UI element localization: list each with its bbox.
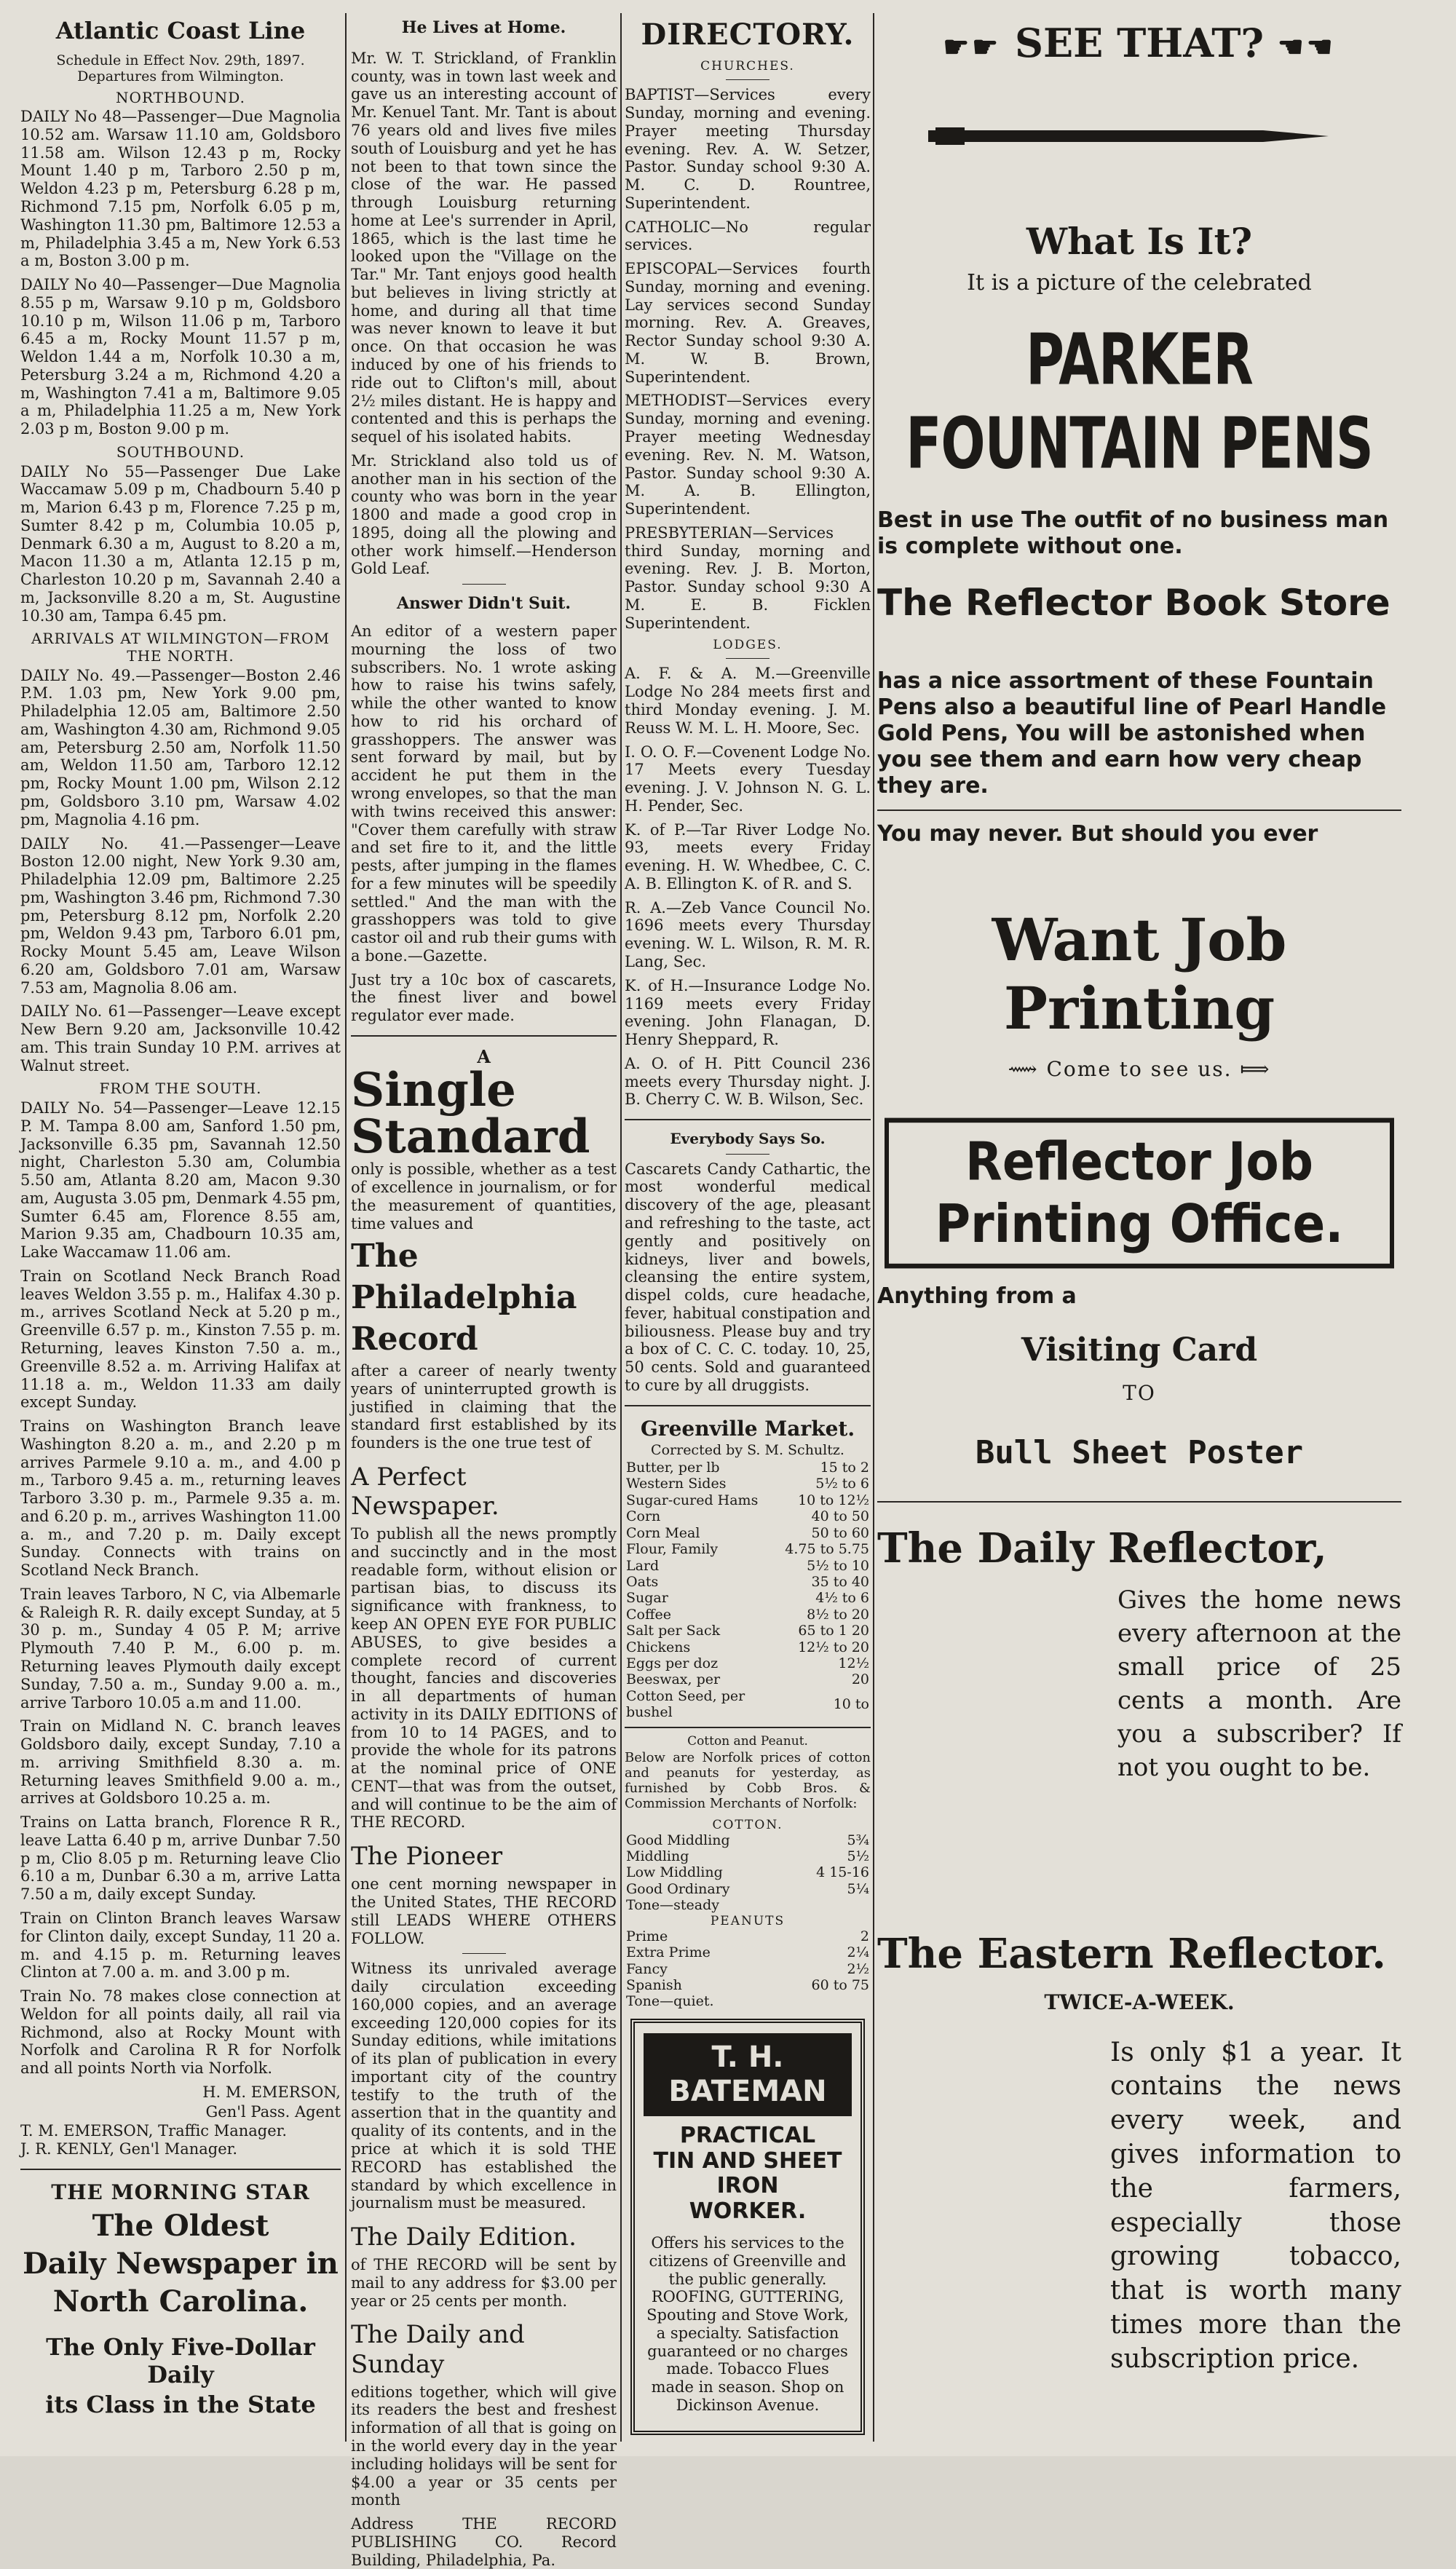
table-row — [625, 1897, 871, 1913]
anything-from-text: Anything from a — [877, 1283, 1077, 1310]
schedule-paragraph: Trains on Latta branch, Florence R R., leave Latta 6.40 p m, arrive Dunbar 7.50 p m, Clio 8.05 p m. Returning leave Clio 6.10 a m, Dunbar 6.30 a m, arrive Latta 7.50 a m, daily except Sunday. — [20, 1813, 341, 1904]
article-paragraph: Just try a 10c box of cascarets, the finest liver and bowel regulator ever made. — [351, 970, 617, 1025]
schedule-paragraph: DAILY No 55—Passenger Due Lake Waccamaw 5.09 p m, Chadbourn 5.40 p m, Marion 6.43 p m, Florence 7.25 p m, Sumter 8.42 p m, Columbia 10.05 p, Denmark 6.30 a m, August to 8.20 a m, Macon 11.30 a m, Atlanta 12.15 p m, Charleston 10.20 p m, Savannah 2.40 a m, Jacksonville 8.20 a m, St. Augustine 10.30 am, Tampa 6.45 pm. — [20, 462, 341, 625]
item-name: Middling — [626, 1848, 689, 1865]
come-see-us: ⟿ Come to see us. ⟾ — [1008, 1057, 1271, 1082]
item-name: Tone—quiet. — [626, 1993, 714, 2010]
item-name: Chickens — [626, 1639, 691, 1655]
article-heading: Answer Didn't Suit. — [396, 594, 571, 614]
record-daily-sunday: The Daily and Sunday — [351, 2320, 525, 2379]
item-name: Sugar — [626, 1590, 668, 1607]
record-address: Address THE RECORD PUBLISHING CO. Record Building, Philadelphia, Pa. — [351, 2515, 617, 2569]
what-is-it-heading: What Is It? — [1026, 219, 1253, 263]
church-entry: CATHOLIC—No regular services. — [625, 218, 871, 254]
column-railroad-schedule — [20, 13, 341, 2442]
record-a: A — [477, 1045, 491, 1067]
church-entry: METHODIST—Services every Sunday, morning and evening. Prayer meeting Wednesday evening. Rev. N. M. Watson, Pastor. Sunday school 9:30 A. M. A. B. Ellington, Superintendent. — [625, 392, 871, 518]
item-price: 2 — [860, 1928, 869, 1944]
item-price: 15 to 2 — [820, 1460, 869, 1476]
schedule-note: Schedule in Effect Nov. 29th, 1897. Departures from Wilmington. — [56, 52, 305, 85]
column-rule — [345, 13, 347, 2442]
church-entry: EPISCOPAL—Services fourth Sunday, morning and evening. Lay services second Sunday morning. Rev. A. Greaves, Rector Sunday school 9:30 A. M. W. B. Brown, Superintendent. — [625, 260, 871, 386]
item-name: Flour, Family — [626, 1541, 719, 1558]
record-paragraph: after a career of nearly twenty years of uninterrupted growth is justified in claiming that the standard first established by its founders is the one true test of — [351, 1362, 617, 1452]
cascarets-ad: Cascarets Candy Cathartic, the most wonderful medical discovery of the age, pleasant and refreshing to the taste, act gently and positively on kidneys, liver and bowels, cleansing the entire system, dispel colds, cure headache, fever, habitual constipation and biliousness. Please buy and try a box of C. C. C. today. 10, 25, 50 cents. Sold and guaranteed to cure by all druggists. — [625, 1160, 871, 1394]
item-price: 4½ to 6 — [815, 1590, 869, 1607]
bateman-line: PRACTICAL — [679, 2123, 816, 2149]
table-row — [625, 1832, 871, 1848]
table-row — [625, 1944, 871, 1960]
lodge-entry: K. of H.—Insurance Lodge No. 1169 meets every Friday evening. John Flanagan, D. Henry Sheppard, R. — [625, 976, 871, 1049]
section-divider — [20, 2169, 341, 2170]
article-paragraph: Mr. W. T. Strickland, of Franklin county, was in town last week and gave us an interesting account of Mr. Kenuel Tant. Mr. Tant is about 76 years old and lives five miles south of Louisburg and yet he has not been to that town since the close of the war. He passed through Louisburg returning home at Lee's surrender in April, 1865, which is the last time he looked upon the "Village on the Tar." Mr. Tant enjoys good health but believes in living strictly at home, and during all that time was never known to leave it but once. On that occasion he was induced by one of his friends to ride out to Clifton's mill, about 2½ miles distant. He is happy and contented and this is perhaps the sequel of his isolated habits. — [351, 49, 617, 446]
book-store-text: has a nice assortment of these Fountain Pens also a beautiful line of Pearl Handle Gold Pens, You will be astonished when you see them and earn how very cheap they are. — [877, 668, 1387, 799]
cotton-label: COTTON. — [712, 1817, 783, 1832]
cotton-title: Cotton and Peanut. — [687, 1733, 808, 1749]
lodges-label: LODGES. — [713, 638, 783, 653]
table-row — [625, 1525, 871, 1541]
churches-label: CHURCHES. — [700, 59, 795, 74]
record-paragraph: of THE RECORD will be sent by mail to any address for $3.00 per year or 25 cents per month. — [351, 2256, 617, 2310]
item-name: Tone—steady — [626, 1897, 719, 1914]
item-price: 10 to 12½ — [798, 1492, 869, 1508]
item-price: 12½ to 20 — [798, 1639, 869, 1655]
schedule-paragraph: DAILY No 48—Passenger—Due Magnolia 10.52 am. Warsaw 11.10 am, Goldsboro 11.58 am. Wilson 12.43 p m, Rocky Mount 1.40 p m, Tarboro 2.50 p m, Weldon 4.23 p m, Petersburg 6.28 p m, Richmond 7.15 pm, Norfolk 6.05 p m, Washington 11.30 pm, Baltimore 12.53 a m, Philadelphia 3.45 a m, New York 6.53 a m, Boston 3.00 p m. — [20, 108, 341, 270]
column-articles — [351, 13, 617, 2569]
everybody-heading: Everybody Says So. — [670, 1130, 826, 1148]
item-name: Corn — [626, 1508, 661, 1525]
item-name: Prime — [626, 1928, 668, 1944]
item-name: Oats — [626, 1573, 659, 1590]
bateman-ad — [630, 2019, 865, 2435]
item-name: Salt per Sack — [626, 1623, 721, 1639]
flourish-icon: ⟾ — [1232, 1057, 1271, 1082]
item-price: 40 to 50 — [811, 1508, 869, 1525]
table-row — [625, 1864, 871, 1880]
record-paragraph: editions together, which will give its readers the best and freshest information of all that is going on in the world every day in the year including holidays will be sent for $4.00 a year or 35 cents per month — [351, 2383, 617, 2509]
peanuts-label: PEANUTS — [710, 1913, 786, 1928]
record-paragraph: To publish all the news promptly and succinctly and in the most readable form, without elision or partisan bias, to discuss its significance with frankness, to keep AN OPEN EYE FOR PUBLIC ABUSES, to give besides a complete record of current thought, fancies and discoveries in all departments of human activity in its DAILY EDITIONS of from 10 to 14 PAGES, and to provide the whole for its patrons at the nominal price of ONE CENT—that was from the outset, and will continue to be the aim of THE RECORD. — [351, 1525, 617, 1832]
schedule-paragraph: Train on Clinton Branch leaves Warsaw for Clinton daily, except Sunday, 11 20 a. m. and 4.15 p. m. Returning leaves Clinton at 7.00 a. m. and 3.00 p m. — [20, 1909, 341, 1982]
morning-star-line: North Carolina. — [52, 2284, 309, 2319]
hand-pointer-icon: ☚☚ — [1277, 30, 1336, 64]
lodge-entry: A. O. of H. Pitt Council 236 meets every Thursday night. J. B. Cherry C. W. B. Wilson, Sec. — [625, 1054, 871, 1109]
market-corrected: Corrected by S. M. Schultz. — [651, 1441, 844, 1458]
schedule-paragraph: Train on Midland N. C. branch leaves Goldsboro daily, except Sunday, 7.10 a m. arriving Smithfield 8.30 a. m. Returning leaves Smithfield 9.00 a. m., arrives at Goldsboro 10.25 a. m. — [20, 1717, 341, 1808]
signature: T. M. EMERSON, Traffic Manager. — [20, 2122, 288, 2140]
morning-star-title: THE MORNING STAR — [51, 2180, 310, 2204]
section-divider — [351, 1035, 617, 1037]
column-advertisements — [877, 13, 1401, 2442]
table-row — [625, 1848, 871, 1864]
signature: H. M. EMERSON, — [202, 2083, 341, 2101]
item-price: 20 — [851, 1671, 869, 1688]
fountain-pen-image — [877, 74, 1401, 198]
bateman-name: T. H. BATEMAN — [644, 2033, 852, 2116]
daily-reflector-text: Gives the home news every afternoon at the small price of 25 cents a month. Are you a subscriber? If not you ought to be. — [1117, 1586, 1401, 1782]
table-row — [625, 1977, 871, 1993]
item-price: 2¼ — [847, 1944, 869, 1961]
item-price: 10 to — [833, 1695, 869, 1712]
southbound-heading: SOUTHBOUND. — [116, 443, 245, 461]
table-row — [625, 1639, 871, 1655]
record-perfect-newspaper: A Perfect Newspaper. — [351, 1462, 499, 1521]
morning-star-line: The Only Five-Dollar Daily — [46, 2332, 315, 2388]
item-price: 5¾ — [847, 1832, 869, 1848]
table-row — [625, 1492, 871, 1508]
table-row — [625, 1688, 871, 1721]
table-row — [625, 1574, 871, 1590]
item-price: 5¼ — [847, 1880, 869, 1897]
reflector-office-box: Reflector Job Printing Office. — [885, 1118, 1394, 1269]
lodge-entry: R. A.—Zeb Vance Council No. 1696 meets every Thursday evening. W. L. Wilson, R. M. R. Lang, Sec. — [625, 898, 871, 970]
item-name: Low Middling — [626, 1864, 723, 1881]
eastern-reflector-text: Is only $1 a year. It contains the news every week, and gives information to the farmers, especially those growing tobacco, that is worth many times more than the subscription price. — [1110, 2037, 1401, 2374]
article-heading: He Lives at Home. — [401, 18, 566, 37]
schedule-paragraph: DAILY No. 54—Passenger—Leave 12.15 P. M. Tampa 8.00 am, Sanford 1.50 pm, Jacksonville 6.35 pm, Savannah 12.50 night, Charleston 5.30 am, Columbia 5.50 am, Atlanta 8.20 am, Macon 9.30 am, Augusta 3.05 pm, Denmark 4.55 pm, Sumter 6.45 am, Florence 8.55 am, Marion 9.35 am, Chadbourn 10.35 am, Lake Waccamaw 11.06 am. — [20, 1099, 341, 1262]
visiting-card-text: Visiting Card — [1021, 1331, 1258, 1369]
record-intro: only is possible, whether as a test of excellence in journalism, or for the measurement of quantities, time values and — [351, 1160, 617, 1232]
table-row — [625, 1655, 871, 1671]
fountain-pen-icon — [921, 114, 1358, 158]
eastern-reflector-title: The Eastern Reflector. — [877, 1930, 1386, 1979]
record-pioneer: The Pioneer — [351, 1842, 503, 1872]
bull-sheet-text: Bull Sheet Poster — [975, 1434, 1304, 1472]
bateman-line: TIN AND SHEET IRON — [653, 2148, 842, 2199]
table-row — [625, 1607, 871, 1623]
table-row — [625, 1928, 871, 1944]
signature: Gen'l Pass. Agent — [205, 2102, 341, 2121]
record-standard: Standard — [351, 1109, 590, 1165]
item-name: Extra Prime — [626, 1944, 711, 1961]
schedule-paragraph: DAILY No 40—Passenger—Due Magnolia 8.55 p m, Warsaw 9.10 p m, Goldsboro 10.10 p m, Wilson 11.06 p m, Tarboro 6.45 a m, Rocky Mount 11.57 p m, Weldon 1.44 a m, Norfolk 10.30 a m, Petersburg 3.24 a m, Richmond 4.20 a m, Washington 7.41 a m, Baltimore 9.05 a m, Philadelphia 11.25 a m, New York 2.03 p m, Boston 9.00 p m. — [20, 276, 341, 438]
signature: J. R. KENLY, Gen'l Manager. — [20, 2140, 238, 2158]
item-name: Good Middling — [626, 1832, 730, 1848]
item-name: Fancy — [626, 1960, 668, 1977]
item-name: Cotton Seed, per bushel — [626, 1687, 745, 1721]
item-price: 60 to 75 — [811, 1976, 869, 1993]
record-the: The — [351, 1238, 419, 1275]
item-name: Corn Meal — [626, 1524, 700, 1541]
lodge-entry: I. O. O. F.—Covenent Lodge No. 17 Meets every Tuesday evening. J. V. Johnson N. G. L. H. Pender, Sec. — [625, 743, 871, 815]
book-store-heading: The Reflector Book Store — [877, 581, 1390, 624]
peanuts-table — [625, 1928, 871, 2010]
you-may-never-text: You may never. But should you ever — [877, 820, 1318, 847]
table-row — [625, 1961, 871, 1977]
from-south-heading: FROM THE SOUTH. — [99, 1080, 262, 1098]
article-paragraph: An editor of a western paper mourning the loss of two subscribers. No. 1 wrote asking how to raise his twins safely, while the other wanted to know how to rid his orchard of grasshoppers. The answer was sent forward by mail, but by accident he put them in the wrong envelopes, so that the man with twins received this answer: "Cover them carefully with straw and set fire to it, and the little pests, after jumping in the flames for a few minutes will be speedily settled." And the man with the grasshoppers was told to give castor oil and rub their gums with a bone.—Gazette. — [351, 622, 617, 965]
item-price — [772, 1993, 871, 2009]
item-name: Good Ordinary — [626, 1880, 730, 1897]
item-price: 5½ to 6 — [815, 1476, 869, 1492]
table-row — [625, 1623, 871, 1639]
directory-heading: DIRECTORY. — [641, 17, 855, 52]
item-name: Western Sides — [626, 1476, 727, 1492]
schedule-paragraph: Train on Scotland Neck Branch Road leaves Weldon 3.55 p. m., Halifax 4.30 p. m., arrives Scotland Neck at 5.20 p m., Greenville 6.57 p. m., Kinston 7.55 p. m. Returning, leaves Kinston 7.50 a. m., Greenville 8.52 a. m. Arriving Halifax at 11.18 a. m., Weldon 11.33 am daily except Sunday. — [20, 1267, 341, 1412]
short-divider — [726, 1154, 769, 1155]
item-price: 5½ — [847, 1848, 869, 1865]
item-price — [786, 1897, 871, 1913]
lodge-entry: K. of P.—Tar River Lodge No. 93, meets every Friday evening. H. W. Whedbee, C. C. A. B. Ellington K. of R. and S. — [625, 820, 871, 892]
column-heading: Atlantic Coast Line — [55, 17, 306, 44]
twice-a-week-text: TWICE-A-WEEK. — [1044, 1990, 1235, 2014]
church-entry: PRESBYTERIAN—Services third Sunday, morning and evening. Rev. J. B. Morton, Pastor. Sunday school 9:30 A M. E. B. Ficklen Superintendent. — [625, 523, 871, 632]
bateman-text: Offers his services to the citizens of Greenville and the public generally. ROOFING, GUTTERING, Spouting and Stove Work, a specialty. Satisfaction guaranteed or no charges made. Tobacco Flues made in season. Shop on Dickinson Avenue. — [646, 2234, 849, 2414]
column-directory — [625, 13, 871, 2442]
schedule-paragraph: Train leaves Tarboro, N C, via Albemarle & Raleigh R. R. daily except Sunday, at 5 30 p. m., Sunday 4 05 P. M; arrive Plymouth 7.40 P. M., 6.00 p. m. Returning leaves Plymouth daily except Sunday, 7.50 a. m., Sunday 9.00 a. m., arrive Tarboro 10.05 a.m and 11.00. — [20, 1585, 341, 1711]
flourish-icon: ⟿ — [1008, 1057, 1047, 1082]
morning-star-line: Daily Newspaper in — [23, 2246, 339, 2281]
schedule-paragraph: DAILY No. 49.—Passenger—Boston 2.46 P.M. 1.03 pm, New York 9.00 pm, Philadelphia 12.05 am, Baltimore 2.50 am, Washington 4.30 am, Richmond 9.05 am, Petersburg 2.50 am, Norfolk 11.50 am, Weldon 11.50 am, Tarboro 12.12 pm, Rocky Mount 1.00 pm, Wilson 2.12 pm, Goldsboro 3.10 pm, Warsaw 4.02 pm, Magnolia 4.16 pm. — [20, 666, 341, 828]
bateman-line: WORKER. — [689, 2198, 807, 2224]
item-price: 65 to 1 20 — [798, 1623, 869, 1639]
column-rule — [873, 13, 874, 2442]
item-price: 8½ to 20 — [807, 1606, 869, 1623]
item-name: Butter, per lb — [626, 1460, 720, 1476]
table-row — [625, 1881, 871, 1897]
item-price: 5½ to 10 — [807, 1557, 869, 1574]
item-name: Beeswax, per — [626, 1671, 721, 1688]
see-that-heading: ☛☛ SEE THAT? ☚☚ — [943, 20, 1336, 66]
item-name: Spanish — [626, 1976, 682, 1993]
morning-star-line: its Class in the State — [45, 2391, 316, 2419]
table-row — [625, 1671, 871, 1687]
lodge-entry: A. F. & A. M.—Greenville Lodge No 284 meets first and third Monday evening. J. M. Reuss W. M. L. H. Moore, Sec. — [625, 665, 871, 737]
best-in-use-text: Best in use The outfit of no business man is complete without one. — [877, 507, 1389, 559]
article-paragraph: Mr. Strickland also told us of another man in his section of the county who was born in the year 1800 and made a good crop in 1895, doing all the plowing and other work himself.—Henderson Gold Leaf. — [351, 451, 617, 578]
church-entry: BAPTIST—Services every Sunday, morning and evening. Prayer meeting Thursday evening. Rev. A. W. Setzer, Pastor. Sunday school 9:30 A. M. C. D. Rountree, Superintendent. — [625, 86, 871, 212]
daily-reflector-title: The Daily Reflector, — [877, 1524, 1327, 1573]
section-divider — [877, 810, 1401, 811]
schedule-paragraph: Trains on Washington Branch leave Washington 8.20 a. m., and 2.20 p m arrives Parmele 9.10 a. m., and 4.00 p m., Tarboro 9.45 a. m., returning leaves Tarboro 3.30 p. m., Parmele 9.35 a. m. and 6.20 p. m., arrives Washington 11.00 a. m., and 7.20 p. m. Daily except Sunday. Connects with trains on Scotland Neck Branch. — [20, 1417, 341, 1580]
record-single: Single — [351, 1063, 516, 1118]
record-daily-edition: The Daily Edition. — [351, 2222, 577, 2252]
picture-of-text: It is a picture of the celebrated — [967, 269, 1312, 296]
morning-star-line: The Oldest — [92, 2208, 269, 2243]
cotton-intro: Below are Norfolk prices of cotton and peanuts for yesterday, as furnished by Cobb Bros. & Commission Merchants of Norfolk: — [625, 1749, 871, 1812]
record-record: Record — [351, 1320, 478, 1358]
parker-pens-title: PARKER FOUNTAIN PENS — [906, 317, 1373, 485]
table-row — [625, 1460, 871, 1476]
short-divider — [726, 79, 769, 80]
item-price: 50 to 60 — [811, 1524, 869, 1541]
item-name: Lard — [626, 1557, 660, 1574]
table-row — [625, 1993, 871, 2009]
schedule-paragraph: DAILY No. 41.—Passenger—Leave Boston 12.00 night, New York 9.30 am, Philadelphia 12.09 pm, Baltimore 2.25 pm, Washington 3.46 pm, Richmond 7.30 pm, Petersburg 8.12 pm, Norfolk 2.20 pm, Weldon 9.43 pm, Tarboro 6.01 pm, Rocky Mount 5.45 am, Leave Wilson 6.20 am, Goldsboro 7.01 am, Warsaw 7.53 am, Magnolia 8.06 am. — [20, 834, 341, 997]
item-price: 4 15-16 — [816, 1864, 869, 1881]
schedule-paragraph: Train No. 78 makes close connection at Weldon for all points daily, all rail via Richmond, also at Rocky Mount with Norfolk and Carolina R R for Norfolk and all points North via Norfolk. — [20, 1987, 341, 2078]
table-row — [625, 1558, 871, 1574]
record-philadelphia: Philadelphia — [351, 1278, 577, 1316]
table-row — [625, 1476, 871, 1492]
arrivals-heading: ARRIVALS AT WILMINGTON—FROM THE NORTH. — [31, 630, 331, 665]
short-divider — [726, 658, 769, 659]
item-price: 4.75 to 5.75 — [785, 1541, 869, 1558]
record-paragraph: Witness its unrivaled average daily circulation exceeding 160,000 copies, and an average exceeding 120,000 copies for its Sunday editions, while imitations of its plan of publication in every important city of the country testify to the truth of the assertion that in the quantity and quality of its contents, and in the price at which it is sold THE RECORD has established the standard by which excellence in journalism must be measured. — [351, 1960, 617, 2212]
item-price: 2½ — [847, 1960, 869, 1977]
table-row — [625, 1590, 871, 1606]
item-price: 12½ — [838, 1655, 869, 1671]
item-name: Sugar-cured Hams — [626, 1492, 759, 1508]
cotton-table — [625, 1832, 871, 1914]
section-divider — [877, 1501, 1401, 1503]
short-divider — [462, 1953, 506, 1954]
short-divider — [462, 584, 506, 585]
item-price: 35 to 40 — [811, 1573, 869, 1590]
item-name: Coffee — [626, 1606, 671, 1623]
item-name: Eggs per doz — [626, 1655, 719, 1671]
market-title: Greenville Market. — [640, 1416, 855, 1441]
column-rule — [620, 13, 622, 2442]
section-divider — [625, 1727, 871, 1728]
hand-pointer-icon: ☛☛ — [943, 30, 1002, 64]
section-divider — [625, 1119, 871, 1120]
schedule-paragraph: DAILY No. 61—Passenger—Leave except New Bern 9.20 am, Jacksonville 10.42 am. This train Sunday 10 P.M. arrives at Walnut street. — [20, 1002, 341, 1074]
table-row — [625, 1508, 871, 1524]
market-table — [625, 1460, 871, 1721]
northbound-heading: NORTHBOUND. — [116, 88, 245, 106]
section-divider — [625, 1405, 871, 1406]
to-text: TO — [1123, 1381, 1156, 1406]
table-row — [625, 1541, 871, 1557]
record-paragraph: one cent morning newspaper in the United States, THE RECORD still LEADS WHERE OTHERS FOLLOW. — [351, 1875, 617, 1947]
want-job-printing: Want Job Printing — [992, 905, 1287, 1043]
